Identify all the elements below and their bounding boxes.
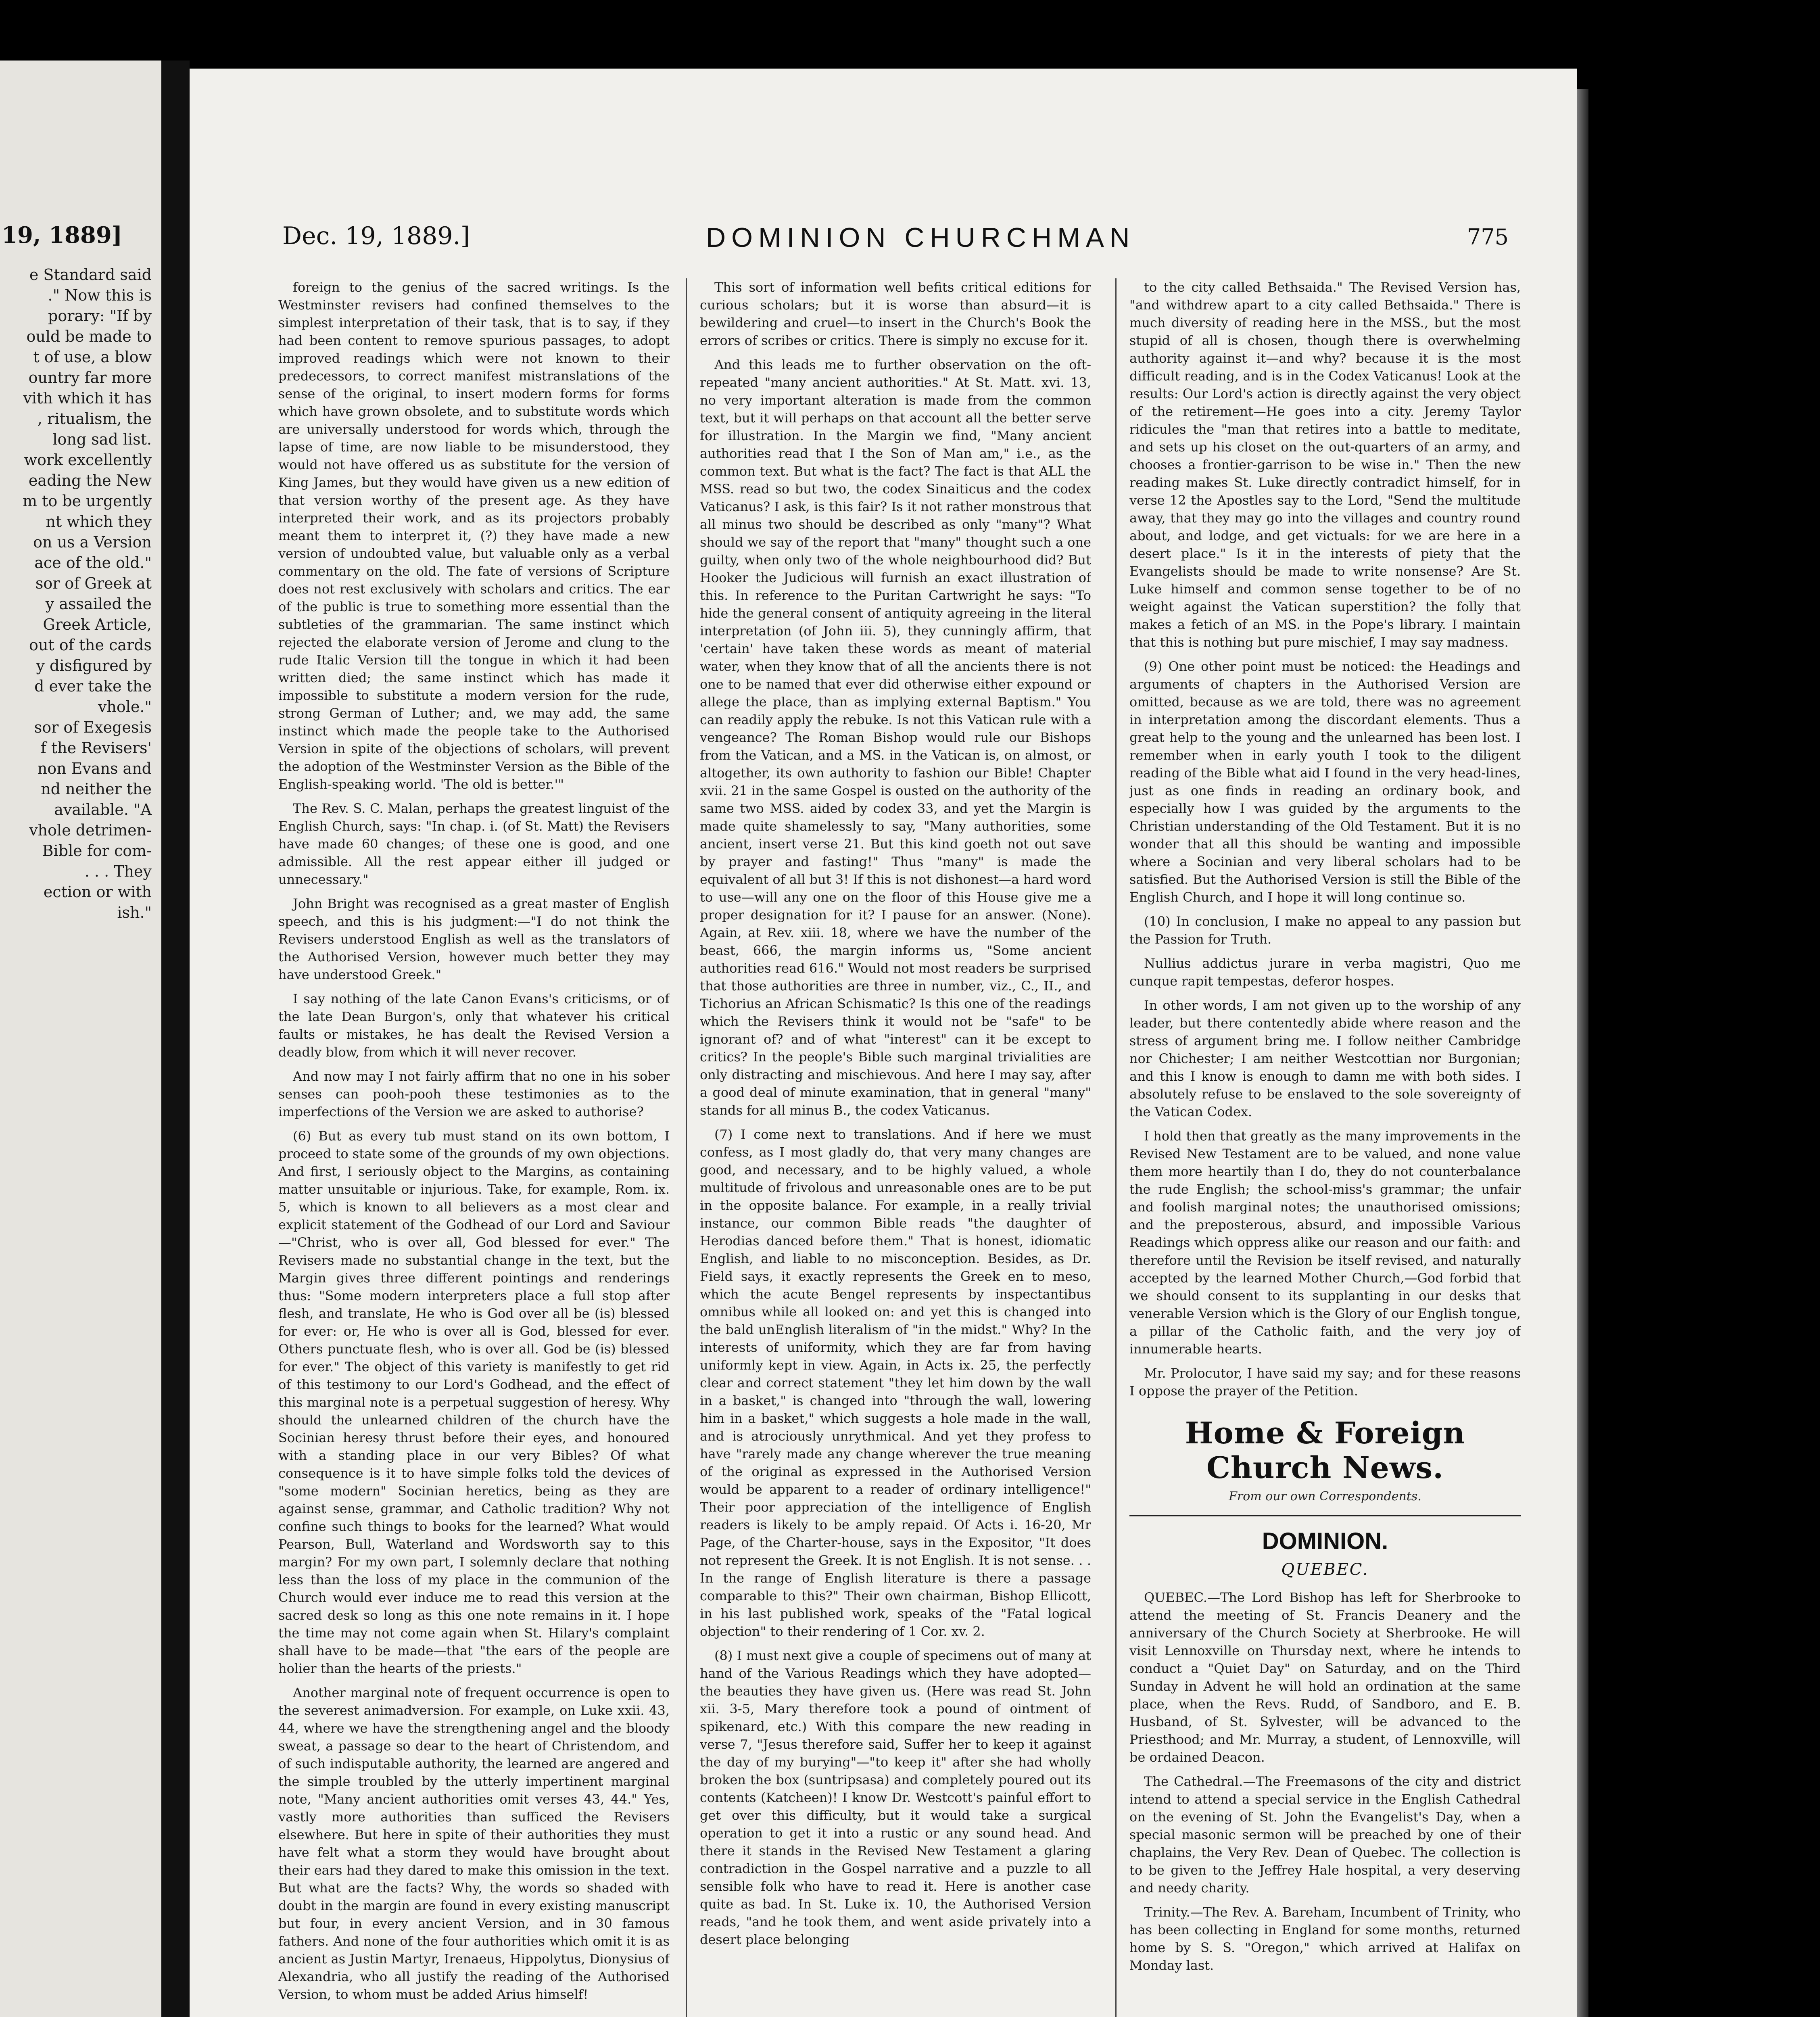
facing-page-line: e Standard said bbox=[29, 266, 152, 284]
paragraph: I say nothing of the late Canon Evans's criticisms, or of the late Dean Burgon's, only that whatever his critical faults or mistakes, he has dealt the Revised Version a deadly blow, from which it will never recover. bbox=[278, 991, 670, 1060]
paragraph: Another marginal note of frequent occurrence is open to the severest animadversion. For example, on Luke xxii. 43, 44, where we have the strengthening angel and the bloody sweat, a passage so dear to the heart of Christendom, and of such indisputable authority, the learned are angered and the simple troubled by the utterly impertinent marginal note, "Many ancient authorities omit verses 43, 44." Yes, vastly more authorities than sufficed the Revisers elsewhere. But here in spite of their authorities they must have felt what a storm they would have brought about their ears had they dared to make this omission in the text. But what are the facts? Why, the words so shaded with doubt in the margin are found in every existing manuscript but four, in every ancient Version, and in 30 famous fathers. And none of the four authorities which omit it is as ancient as Justin Martyr, Irenaeus, Hippolytus, Dionysius of Alexandria, who all justify the reading of the Authorised Version, to whom must be added Arius himself! bbox=[278, 1685, 670, 2002]
facing-page-line: eading the New bbox=[28, 472, 152, 489]
paragraph: The Rev. S. C. Malan, perhaps the greatest linguist of the English Church, says: "In chap. i. (of St. Matt) the Revisers have made 60 changes; of these one is good, and one admissible. All the rest appear either ill judged or unnecessary." bbox=[278, 801, 670, 887]
page-header bbox=[282, 222, 1509, 254]
facing-page-line: y assailed the bbox=[45, 595, 152, 613]
section-heading: DOMINION. bbox=[1262, 1528, 1388, 1554]
facing-page-line: ace of the old." bbox=[34, 554, 152, 572]
issue-date: Dec. 19, 1889.] bbox=[282, 222, 470, 250]
facing-page-line: Bible for com- bbox=[42, 842, 152, 860]
paragraph: John Bright was recognised as a great master of English speech, and this is his judgment:—"I do not think the Revisers understood English as well as the translators of the Authorised Version, however much better they may have understood Greek." bbox=[278, 896, 670, 982]
facing-page-line: work excellently bbox=[24, 451, 152, 469]
church-news-subtitle: From our own Correspondents. bbox=[1229, 1489, 1421, 1503]
column-3-article bbox=[1129, 278, 1521, 1400]
paragraph: (8) I must next give a couple of specimens out of many at hand of the Various Readings which they have adopted—the beauties they have given us. (Here was read St. John xii. 3-5, Mary therefore took a pound of ointment of spikenard, etc.) With this compare the new reading in verse 7, "Jesus therefore said, Suffer her to keep it against the day of my burying"—"to keep it" after she had wholly broken the box (suntripsasa) and completely poured out its contents (Katcheen)! I know Dr. Westcott's painful effort to get over this difficulty, but it would take a surgical operation to get it into a rustic or any sound head. And there it stands in the Revised New Testament a glaring contradiction in the Gospel narrative and a puzzle to all sensible folk who have to read it. Here is another case quite as bad. In St. Luke ix. 10, the Authorised Version reads, "and he took them, and went aside privately into a desert place belonging bbox=[700, 1648, 1091, 1947]
facing-page-line: vith which it has bbox=[23, 389, 152, 407]
facing-page-line: ish." bbox=[117, 904, 152, 921]
paragraph: Nullius addictus jurare in verba magistri, Quo me cunque rapit tempestas, deferor hospes. bbox=[1129, 956, 1521, 989]
facing-page-line: nd neither the bbox=[41, 780, 152, 798]
paragraph: to the city called Bethsaida." The Revised Version has, "and withdrew apart to a city called Bethsaida." There is much diversity of reading here in the MSS., but the most stupid of all is chosen, though there is overwhelming authority against it—and why? because it is the most difficult reading, and is in the Codex Vaticanus! Look at the results: Our Lord's action is directly against the very object of the retirement—He goes into a city. Jeremy Taylor ridicules the "man that retires into a battle to meditate, and sets up his closet on the out-quarters of an army, and chooses a frontier-garrison to be wise in." Then the new reading makes St. Luke directly contradict himself, for in verse 12 the Apostles say to the Lord, "Send the multitude away, that they may go into the villages and country round about, and lodge, and get victuals: for we are here in a desert place." Is it in the interests of piety that the Evangelists should be made to write nonsense? Are St. Luke himself and common sense together to be of no weight against the Vatican superstition? the folly that makes a fetich of an MS. in the Pope's library. I maintain that this is nothing but pure mischief, I may say madness. bbox=[1129, 280, 1521, 650]
facing-page-line: vhole detrimen- bbox=[29, 821, 152, 839]
facing-page-line: , ritualism, the bbox=[37, 410, 152, 428]
facing-page-line: on us a Version bbox=[33, 533, 152, 551]
facing-page-line: non Evans and bbox=[37, 760, 152, 777]
section-divider bbox=[1129, 1515, 1521, 1516]
facing-page-line: sor of Greek at bbox=[35, 574, 152, 592]
paragraph: (7) I come next to translations. And if here we must confess, as I most gladly do, that very many changes are good, and necessary, and to be highly valued, a whole multitude of frivolous and unreasonable ones are to be put in the opposite balance. For example, in a really trivial instance, our common Bible reads "the daughter of Herodias danced before them." That is honest, idiomatic English, and liable to no misconception. Besides, as Dr. Field says, it exactly represents the Greek en to meso, which the acute Bengel represents by inspectantibus omnibus while all looked on: and yet this is changed into the bald unEnglish literalism of "in the midst." Why? In the interests of uniformity, which they are far from having uniformly kept in view. Again, in Acts ix. 25, the perfectly clear and correct statement "they let him down by the wall in a basket," is changed into "through the wall, lowering him in a basket," which suggests a hole made in the wall, and is atrociously unrythmical. And yet they profess to have "rarely made any change wherever the true meaning of the original as expressed in the Authorised Version would be apparent to a reader of ordinary intelligence!" Their poor appreciation of the intelligence of English readers is likely to be amply repaid. Of Acts i. 16-20, Mr Page, of the Charter-house, says in the Expositor, "It does not represent the Greek. It is not English. It is not sense. . . In the range of English literature is there a passage comparable to this?" Their own chairman, Bishop Ellicott, in his last published work, speaks of the "Fatal logical objection" to their rendering of 1 Cor. xv. 2. bbox=[700, 1127, 1091, 1639]
article-columns bbox=[278, 278, 1521, 2017]
section-subheading: QUEBEC. bbox=[1281, 1560, 1369, 1579]
church-news-title: Home & Foreign Church News. bbox=[1185, 1416, 1465, 1485]
paragraph: I hold then that greatly as the many improvements in the Revised New Testament are to be valued, and none value them more heartily than I do, they do not counterbalance the rude English; the school-miss's grammar; the unfair and foolish marginal notes; the unauthorised omissions; and the preposterous, absurd, and impossible Various Readings which oppress alike our reason and our faith: and therefore until the Revision be itself revised, and naturally accepted by the learned Mother Church,—God forbid that we should consent to its supplanting in our desks that venerable Version which is the Glory of our English tongue, a pillar of the Catholic faith, and the very joy of innumerable hearts. bbox=[1129, 1128, 1521, 1357]
facing-page-line: t of use, a blow bbox=[33, 348, 152, 366]
paragraph: In other words, I am not given up to the worship of any leader, but there contentedly abide where reason and the stress of argument bring me. I follow neither Cambridge nor Chichester; I am neither Westcottian nor Burgonian; and this I know is enough to damn me with both sides. I absolutely refuse to be enslaved to the sole sovereignty of the Vatican Codex. bbox=[1129, 998, 1521, 1119]
facing-page-line: long sad list. bbox=[52, 430, 152, 448]
facing-page-line: . . . They bbox=[84, 862, 152, 880]
facing-page-date: 19, 1889] bbox=[2, 222, 123, 248]
column-2 bbox=[700, 278, 1091, 2017]
facing-page-line: ould be made to bbox=[26, 328, 152, 345]
facing-page-line: nt which they bbox=[46, 513, 152, 530]
news-item: Trinity.—The Rev. A. Bareham, Incumbent of Trinity, who has been collecting in England for some months, returned home by S. S. "Oregon," which arrived at Halifax on Monday last. bbox=[1129, 1904, 1521, 1973]
facing-page-line: y disfigured by bbox=[36, 657, 152, 674]
facing-page-line: porary: "If by bbox=[48, 307, 152, 325]
paragraph: (9) One other point must be noticed: the Headings and arguments of chapters in the Authorised Version are omitted, because as we are told, there was no agreement in interpretation among the discordant elements. Thus a great help to the young and the unlearned has been lost. I remember when in early youth I took to the diligent reading of the Bible what aid I found in the very head-lines, just as one finds in reading an ordinary book, and especially how I was guided by the arguments to the Christian understanding of the Old Testament. But it is no wonder that all this should be wanting and impossible where a Socinian and very liberal scholars had to be satisfied. But the Authorised Version is still the Bible of the English Church, and I hope it will long continue so. bbox=[1129, 659, 1521, 905]
paragraph: Mr. Prolocutor, I have said my say; and for these reasons I oppose the prayer of the Petition. bbox=[1129, 1366, 1521, 1399]
facing-page-line: f the Revisers' bbox=[40, 739, 152, 757]
page-number: 775 bbox=[1467, 224, 1509, 250]
paragraph: This sort of information well befits critical editions for curious scholars; but it is worse than absurd—it is bewildering and cruel—to insert in the Church's Book the errors of scribes or critics. There is simply no excuse for it. bbox=[700, 280, 1091, 348]
facing-page-line: ountry far more bbox=[28, 369, 152, 386]
column-rule bbox=[686, 278, 687, 2017]
facing-page-line: vhole." bbox=[98, 698, 152, 716]
book-spine bbox=[161, 61, 190, 2017]
facing-page-line: d ever take the bbox=[34, 677, 152, 695]
facing-page-line: out of the cards bbox=[29, 636, 152, 654]
news-item: The Cathedral.—The Freemasons of the city and district intend to attend a special service in the English Cathedral on the evening of St. John the Evangelist's Day, when a special masonic sermon will be preached by one of their chaplains, the Very Rev. Dean of Quebec. The collection is to be given to the Jeffrey Hale hospital, a very deserving and needy charity. bbox=[1129, 1774, 1521, 1896]
facing-page-line: sor of Exegesis bbox=[34, 718, 152, 736]
page-edge bbox=[1577, 89, 1588, 2017]
facing-page-line: ection or with bbox=[43, 883, 152, 901]
facing-page-line: m to be urgently bbox=[22, 492, 152, 510]
publication-title: DOMINION CHURCHMAN bbox=[706, 222, 1135, 253]
paragraph: foreign to the genius of the sacred writings. Is the Westminster revisers had confined themselves to the simplest interpretation of their task, that is to say, if they had been content to remove spurious passages, to adopt improved readings which were not known to their predecessors, to correct manifest mistranslations of the sense of the original, to insert modern forms for forms which have grown obsolete, and to substitute words which are universally understood for words which, through the lapse of time, are now liable to be misunderstood, they would not have offered us as substitute for the version of King James, but they would have given us a new edition of that version worthy of the present age. As they have interpreted their work, and as its projectors probably meant them to interpret it, (?) they have made a new version of undoubted value, but valuable only as a verbal commentary on the old. The fate of versions of Scripture does not rest exclusively with scholars and critics. The ear of the public is true to something more essential than the subtleties of the grammarian. The same instinct which rejected the elaborate version of Jerome and clung to the rude Italic Version till the tongue in which it had been written died; the same instinct which has made it impossible to substitute a modern version for the rude, strong German of Luther; and, we may add, the same instinct which made the people take to the Authorised Version in spite of the objections of scholars, will prevent the adoption of the Westminster Version as the Bible of the English-speaking world. 'The old is better.'" bbox=[278, 280, 670, 792]
church-news-masthead bbox=[1129, 1416, 1521, 1503]
column-3 bbox=[1129, 278, 1521, 2017]
news-item: QUEBEC.—The Lord Bishop has left for Sherbrooke to attend the meeting of St. Francis Deanery and the anniversary of the Church Society at Sherbrooke. He will visit Lennoxville on Thursday next, where he intends to conduct a "Quiet Day" on Saturday, and on the Third Sunday in Advent he will hold an ordination at the same place, when the Revs. Rudd, of Sandboro, and E. B. Husband, of St. Sylvester, will be advanced to the Priesthood; and Mr. Murray, a student, of Lennoxville, will be ordained Deacon. bbox=[1129, 1590, 1521, 1765]
facing-page-text bbox=[0, 265, 161, 923]
paragraph: And this leads me to further observation on the oft-repeated "many ancient authorities." At St. Matt. xvi. 13, no very important alteration is made from the common text, but it will perhaps on that account all the better serve for illustration. In the Margin we find, "Many ancient authorities read that I the Son of Man am," i.e., as the common text. But what is the fact? The fact is that ALL the MSS. read so but two, the codex Sinaiticus and the codex Vaticanus? I ask, is this fair? Is it not rather monstrous that all minus two should be described as only "many"? What should we say of the report that "many" thought such a one guilty, when only two of the whole neighbourhood did? But Hooker the Judicious will furnish an exact illustration of this. In reference to the Puritan Cartwright he says: "To hide the general consent of antiquity agreeing in the literal interpretation (of John iii. 5), they cunningly affirm, that 'certain' have taken these words as meant of material water, when they know that of all the ancients there is not one to be named that ever did otherwise either expound or allege the place, than as implying external Baptism." You can readily apply the rebuke. Is not this Vatican rule with a vengeance? The Roman Bishop would rule our Bishops from the Vatican, and a MS. in the Vatican is, on almost, or altogether, its own authority to fashion our Bible! Chapter xvii. 21 in the same Gospel is ousted on the authority of the same two MSS. aided by codex 33, and yet the Margin is made quite shamelessly to say, "Many authorities, some ancient, insert verse 21. But this kind goeth not out save by prayer and fasting!" Thus "many" is made the equivalent of all but 3! If this is not dishonest—a hard word to use—will any one on the floor of this House give me a proper designation for it? I pause for an answer. (None). Again, at Rev. xiii. 18, where we have the number of the beast, 666, the margin informs us, "Some ancient authorities read 616." Would not most readers be surprised that those authorities are three in number, viz., C., II., and Tichorius an African Schismatic? Is this one of the readings which the Revisers think it would not be "safe" to be ignorant of? and of what "interest" can it be except to critics? In the people's Bible such marginal trivialities are only distracting and mischievous. And here I may say, after a good deal of minute examination, that in general "many" stands for all minus B., the codex Vaticanus. bbox=[700, 357, 1091, 1118]
facing-page-line: ." Now this is bbox=[48, 286, 152, 304]
paragraph: (6) But as every tub must stand on its own bottom, I proceed to state some of the grounds of my own objections. And first, I seriously object to the Margins, as containing matter unsuitable or injurious. Take, for example, Rom. ix. 5, which is known to all believers as a most clear and explicit statement of the Godhead of our Lord and Saviour—"Christ, who is over all, God blessed for ever." The Revisers made no substantial change in the text, but the Margin gives three different pointings and renderings thus: "Some modern interpreters place a full stop after flesh, and translate, He who is God over all be (is) blessed for ever: or, He who is over all is God, blessed for ever. Others punctuate flesh, who is over all. God be (is) blessed for ever." The object of this variety is manifestly to get rid of this testimony to our Lord's Godhead, and the effect of this marginal note is a perpetual suggestion of heresy. Why should the unlearned children of the church have the Socinian heresy thrust before their eyes, and honoured with a standing place in our very Bibles? Of what consequence is it to have simple folks told the devices of "some modern" Socinian heretics, being as they are against sense, grammar, and Catholic tradition? Why not confine such things to books for the learned? What would Pearson, Bull, Waterland and Wordsworth say to this margin? For my own part, I solemnly declare that nothing less than the loss of my place in the communion of the Church would ever induce me to read this version at the sacred desk so long as this one note remains in it. I hope the time may not come again when St. Hilary's complaint shall have to be made—that "the ears of the people are holier than the hearts of the priests." bbox=[278, 1128, 670, 1676]
news-items bbox=[1129, 1589, 1521, 1974]
paragraph: And now may I not fairly affirm that no one in his sober senses can pooh-pooh these testimonies as to the imperfections of the Version we are asked to authorise? bbox=[278, 1069, 670, 1119]
facing-page-line: Greek Article, bbox=[43, 616, 152, 633]
facing-page-fragment bbox=[0, 61, 161, 2017]
facing-page-line: available. "A bbox=[54, 801, 152, 818]
column-rule bbox=[1115, 278, 1117, 2017]
newspaper-page bbox=[190, 69, 1577, 2017]
column-1 bbox=[278, 278, 670, 2017]
paragraph: (10) In conclusion, I make no appeal to any passion but the Passion for Truth. bbox=[1129, 914, 1521, 947]
